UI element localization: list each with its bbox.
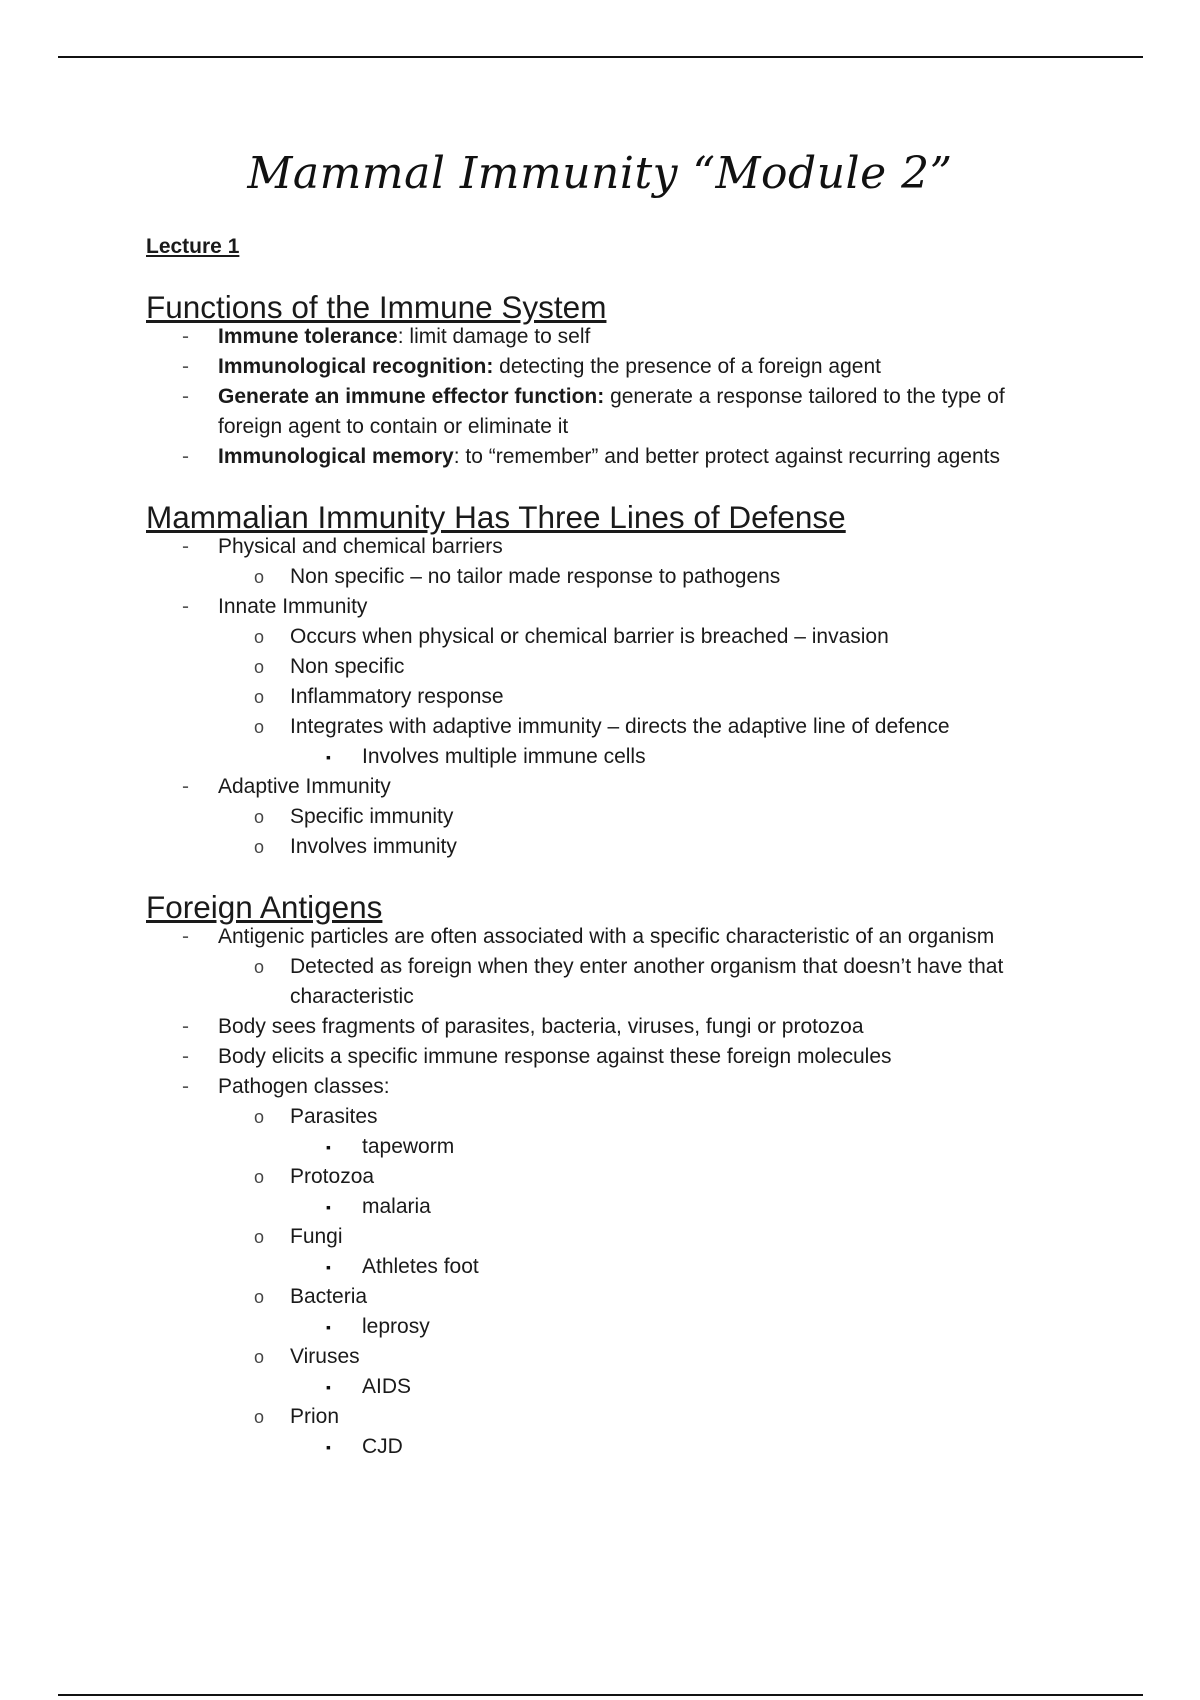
list-item [146, 1012, 1066, 1042]
functions-list [146, 322, 1066, 472]
sub-list [218, 802, 1066, 862]
example-item [290, 1132, 1066, 1162]
lecture-label: Lecture 1 [146, 235, 240, 258]
item-text: Inflammatory response [290, 685, 504, 708]
item-text: Non specific [290, 655, 405, 678]
item-text: detecting the presence of a foreign agent [493, 355, 881, 378]
item-text: tapeworm [362, 1135, 455, 1158]
example-list [290, 1432, 1066, 1462]
defense-list [146, 532, 1066, 862]
item-text: Prion [290, 1405, 340, 1428]
square-bullet-icon: ▪ [326, 1199, 331, 1215]
item-text: Detected as foreign when they enter another organism that doesn’t have that characteristic [290, 955, 1004, 1008]
list-item [146, 382, 1066, 442]
dash-bullet-icon: - [182, 325, 189, 348]
antigens-list [146, 922, 1066, 1462]
item-text: Innate Immunity [218, 595, 368, 618]
square-bullet-icon: ▪ [326, 1319, 331, 1335]
example-item [290, 1252, 1066, 1282]
sub-list [218, 562, 1066, 592]
item-text: Antigenic particles are often associated with a specific characteristic of an organism [218, 925, 995, 948]
sub-sub-list [290, 742, 1066, 772]
square-bullet-icon: ▪ [326, 1139, 331, 1155]
pathogen-class-list [218, 1102, 1066, 1462]
document-body [146, 232, 1066, 1462]
sub-list-item [218, 952, 1066, 1012]
sub-list-item [218, 622, 1066, 652]
circle-bullet-icon: o [254, 567, 265, 587]
list-item [146, 322, 1066, 352]
circle-bullet-icon: o [254, 1227, 265, 1247]
item-text: malaria [362, 1195, 431, 1218]
circle-bullet-icon: o [254, 957, 265, 977]
dash-bullet-icon: - [182, 1015, 189, 1038]
item-text: Parasites [290, 1105, 378, 1128]
example-list [290, 1132, 1066, 1162]
section-heading-foreign-antigens: Foreign Antigens [146, 889, 383, 925]
pathogen-class-item [218, 1162, 1066, 1222]
example-item [290, 1432, 1066, 1462]
circle-bullet-icon: o [254, 1107, 265, 1127]
circle-bullet-icon: o [254, 807, 265, 827]
top-rule [58, 56, 1143, 58]
item-text: Integrates with adaptive immunity – directs the adaptive line of defence [290, 715, 950, 738]
example-item [290, 1192, 1066, 1222]
list-item [146, 772, 1066, 862]
section-heading-lines-of-defense: Mammalian Immunity Has Three Lines of Defense [146, 499, 846, 535]
pathogen-class-item [218, 1222, 1066, 1282]
list-item [146, 352, 1066, 382]
pathogen-class-item [218, 1282, 1066, 1342]
sub-list [218, 952, 1066, 1012]
dash-bullet-icon: - [182, 1045, 189, 1068]
sub-list-item [218, 562, 1066, 592]
item-text: : to “remember” and better protect against recurring agents [453, 445, 1000, 468]
circle-bullet-icon: o [254, 687, 265, 707]
example-item [290, 1372, 1066, 1402]
item-text: Body elicits a specific immune response against these foreign molecules [218, 1045, 892, 1068]
square-bullet-icon: ▪ [326, 1259, 331, 1275]
pathogen-class-item [218, 1342, 1066, 1402]
sub-list-item [218, 652, 1066, 682]
term: Immunological recognition: [218, 355, 494, 378]
dash-bullet-icon: - [182, 535, 189, 558]
item-text: : limit damage to self [397, 325, 591, 348]
pathogen-class-item [218, 1102, 1066, 1162]
item-text: leprosy [362, 1315, 430, 1338]
example-list [290, 1252, 1066, 1282]
circle-bullet-icon: o [254, 627, 265, 647]
dash-bullet-icon: - [182, 595, 189, 618]
document-title: Mammal Immunity “Module 2” [247, 148, 953, 199]
term: Immune tolerance [218, 325, 398, 348]
item-text: Involves immunity [290, 835, 457, 858]
term: Immunological memory [218, 445, 454, 468]
dash-bullet-icon: - [182, 925, 189, 948]
bottom-rule [58, 1694, 1143, 1696]
item-text: Athletes foot [362, 1255, 479, 1278]
circle-bullet-icon: o [254, 837, 265, 857]
item-text: Bacteria [290, 1285, 368, 1308]
circle-bullet-icon: o [254, 1287, 265, 1307]
sub-list [218, 622, 1066, 772]
item-text: AIDS [362, 1375, 412, 1398]
sub-list-item [218, 802, 1066, 832]
circle-bullet-icon: o [254, 1407, 265, 1427]
square-bullet-icon: ▪ [326, 1439, 331, 1455]
list-item [146, 1042, 1066, 1072]
example-item [290, 1312, 1066, 1342]
circle-bullet-icon: o [254, 717, 265, 737]
sub-list-item [218, 832, 1066, 862]
list-item [146, 532, 1066, 592]
list-item [146, 592, 1066, 772]
item-text: Pathogen classes: [218, 1075, 390, 1098]
item-text: CJD [362, 1435, 403, 1458]
example-list [290, 1192, 1066, 1222]
square-bullet-icon: ▪ [326, 1379, 331, 1395]
square-bullet-icon: ▪ [326, 749, 331, 765]
sub-list-item [218, 712, 1066, 772]
item-text: Occurs when physical or chemical barrier is breached – invasion [290, 625, 889, 648]
pathogen-class-item [218, 1402, 1066, 1462]
item-text: Body sees fragments of parasites, bacteria, viruses, fungi or protozoa [218, 1015, 864, 1038]
list-item [146, 1072, 1066, 1462]
item-text: generate a response tailored to the type of foreign agent to contain or eliminate it [218, 385, 1005, 438]
item-text: Involves multiple immune cells [362, 745, 646, 768]
list-item [146, 922, 1066, 1012]
dash-bullet-icon: - [182, 445, 189, 468]
dash-bullet-icon: - [182, 355, 189, 378]
dash-bullet-icon: - [182, 1075, 189, 1098]
item-text: Non specific – no tailor made response to pathogens [290, 565, 781, 588]
circle-bullet-icon: o [254, 657, 265, 677]
circle-bullet-icon: o [254, 1347, 265, 1367]
sub-sub-list-item [290, 742, 1066, 772]
dash-bullet-icon: - [182, 385, 189, 408]
dash-bullet-icon: - [182, 775, 189, 798]
sub-list-item [218, 682, 1066, 712]
item-text: Adaptive Immunity [218, 775, 391, 798]
item-text: Protozoa [290, 1165, 375, 1188]
item-text: Specific immunity [290, 805, 454, 828]
example-list [290, 1372, 1066, 1402]
item-text: Physical and chemical barriers [218, 535, 503, 558]
list-item [146, 442, 1066, 472]
example-list [290, 1312, 1066, 1342]
item-text: Viruses [290, 1345, 360, 1368]
item-text: Fungi [290, 1225, 343, 1248]
circle-bullet-icon: o [254, 1167, 265, 1187]
section-heading-functions: Functions of the Immune System [146, 289, 607, 325]
term: Generate an immune effector function: [218, 385, 605, 408]
